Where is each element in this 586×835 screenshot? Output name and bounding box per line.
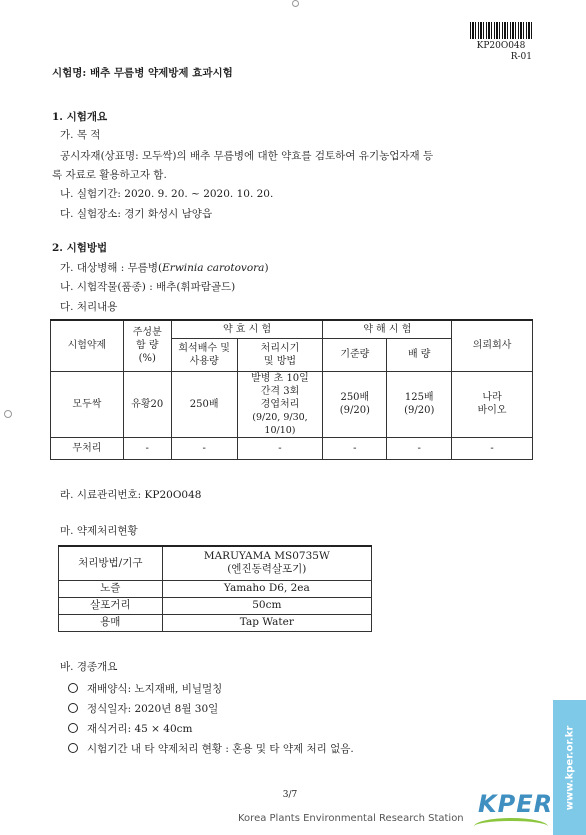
- header-standard: 기준량: [323, 338, 387, 371]
- side-banner: [553, 700, 586, 835]
- spray-distance-value: 50cm: [162, 597, 371, 614]
- spray-method-value: MARUYAMA MS0735W (엔진동력살포기): [162, 546, 371, 580]
- solvent-label: 용매: [59, 614, 163, 631]
- purpose-line1: 공시자재(상표명: 모두싹)의 배추 무름병에 대한 약효를 검토하여 유기농업자재 등: [60, 150, 434, 162]
- header-timing: 처리시기 및 방법: [237, 338, 323, 371]
- header-ingredient: 주성분 함 량 (%): [123, 320, 171, 371]
- cell-standard: 250배 (9/20): [323, 371, 387, 437]
- table-row: [51, 437, 533, 459]
- cultivation-label: 바. 경종개요: [60, 661, 118, 673]
- target-disease: [60, 261, 269, 275]
- circle-bullet-icon: [68, 683, 78, 693]
- target-latin-name: Erwinia carotovora: [162, 262, 265, 274]
- table-row: [51, 371, 533, 437]
- header-drug: 시험약제: [51, 320, 124, 371]
- cell-double: 125배 (9/20): [387, 371, 452, 437]
- side-url: www.kper.or.kr: [564, 725, 575, 810]
- spray-method-label: 처리방법/기구: [59, 546, 163, 580]
- header-dilution: 희석배수 및 사용량: [171, 338, 237, 371]
- target-suffix: ): [264, 262, 269, 274]
- document-title: 시험명: 배추 무름병 약제방제 효과시험: [52, 67, 233, 79]
- page-number: 3/7: [282, 790, 298, 800]
- barcode: [470, 22, 532, 39]
- cell-drug: 모두싹: [51, 371, 124, 437]
- circle-bullet-icon: [68, 703, 78, 713]
- list-item: 재식거리: 45 × 40cm: [68, 722, 192, 736]
- cell-drug: 무처리: [51, 437, 124, 459]
- spray-table: [58, 545, 372, 632]
- cell-ingredient: 유황20: [123, 371, 171, 437]
- nozzle-label: 노즐: [59, 580, 163, 597]
- experiment-location: 다. 실험장소: 경기 화성시 남양읍: [60, 208, 213, 220]
- header-double: 배 량: [387, 338, 452, 371]
- header-client: 의뢰회사: [452, 320, 533, 371]
- nozzle-value: Yamaho D6, 2ea: [162, 580, 371, 597]
- cell-dash: -: [387, 437, 452, 459]
- list-item: 시험기간 내 타 약제처리 현황 : 혼용 및 타 약제 처리 없음.: [68, 742, 354, 756]
- footer-organization: Korea Plants Environmental Research Station: [238, 813, 464, 824]
- circle-bullet-icon: [68, 723, 78, 733]
- cell-dash: -: [123, 437, 171, 459]
- test-crop: 나. 시험작물(품종) : 배추(휘파람골드): [60, 281, 236, 293]
- list-item: 정식일자: 2020년 8월 30일: [68, 702, 218, 716]
- header-efficacy: 약 효 시 험: [171, 320, 323, 338]
- experiment-period: 나. 실험기간: 2020. 9. 20. ~ 2020. 10. 20.: [60, 188, 274, 200]
- kper-logo: KPER: [478, 790, 554, 818]
- treatment-label: 다. 처리내용: [60, 301, 118, 313]
- logo-swoosh-icon: [474, 818, 548, 835]
- hole-mark: [292, 0, 299, 7]
- report-code: KP20O048: [476, 41, 526, 51]
- cell-dilution: 250배: [171, 371, 237, 437]
- cell-client: 나라 바이오: [452, 371, 533, 437]
- section2-heading: 2. 시험방법: [52, 242, 108, 254]
- cell-dash: -: [171, 437, 237, 459]
- sample-number: 라. 시료관리번호: KP20O048: [60, 489, 202, 501]
- hole-mark: [4, 410, 12, 418]
- revision-code: R-01: [510, 52, 532, 62]
- spray-distance-label: 살포거리: [59, 597, 163, 614]
- cell-timing: 발병 초 10일 간격 3회 경엽처리 (9/20, 9/30, 10/10): [237, 371, 323, 437]
- solvent-value: Tap Water: [162, 614, 371, 631]
- cell-dash: -: [323, 437, 387, 459]
- cell-dash: -: [452, 437, 533, 459]
- list-item: 재배양식: 노지재배, 비닐멀칭: [68, 682, 222, 696]
- purpose-line2: 록 자료로 활용하고자 함.: [52, 169, 167, 181]
- cell-dash: -: [237, 437, 323, 459]
- header-harm: 약 해 시 험: [323, 320, 452, 338]
- spray-label: 마. 약제처리현황: [60, 525, 138, 537]
- circle-bullet-icon: [68, 743, 78, 753]
- section1-heading: 1. 시험개요: [52, 111, 108, 123]
- purpose-label: 가. 목 적: [60, 129, 101, 141]
- treatment-table: [50, 319, 533, 460]
- target-prefix: 가. 대상병해 : 무름병(: [60, 262, 163, 274]
